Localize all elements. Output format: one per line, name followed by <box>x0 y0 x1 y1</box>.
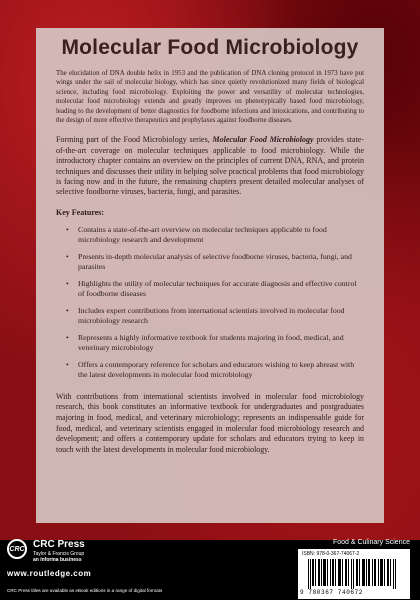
feature-item: • Contains a state-of-the-art overview on molecular techniques applicable to food microbiology research and development <box>70 225 364 245</box>
series-paragraph <box>56 135 364 197</box>
book-title: Molecular Food Microbiology <box>61 36 359 59</box>
intro-paragraph: The elucidation of DNA double helix in 1953 and the publication of DNA cloning protocol in 1973 have put wings under the sail of molecular biology, which has since quietly revolutionized many fields of biological science, including food microbiology. Exploiting the power and versatility of molecular technologies, molecular food microbiology extends and greatly improves on phenotypically based food microbiology, leading to the development of better diagnostics for foodborne infections and intoxications, and contributing to the design of more effective therapeutics and prophylaxes against foodborne diseases. <box>56 70 364 125</box>
ebook-note: CRC Press titles are available as eBook editions in a range of digital formats <box>7 588 163 593</box>
publisher-group: Taylor & Francis Group <box>33 551 85 557</box>
publisher-name: CRC Press <box>33 539 85 550</box>
feature-item: • Highlights the utility of molecular techniques for accurate diagnosis and effective control of foodborne diseases <box>70 279 364 299</box>
series-book-title: Molecular Food Microbiology <box>212 135 314 145</box>
feature-item: • Includes expert contributions from international scientists involved in molecular food microbiology research <box>70 306 364 326</box>
series-text-before: Forming part of the Food Microbiology series, <box>56 135 213 145</box>
feature-item: • Presents in-depth molecular analysis of selective foodborne viruses, bacteria, fungi, and parasites <box>70 252 364 272</box>
closing-paragraph: With contributions from international scientists involved in molecular food microbiology research, this book constitutes an informative textbook for undergraduates and postgraduates majoring in food, medical, and veterinary microbiology; represents an indispensable guide for food, medical, and veterinary scientists engaged in molecular food microbiology research and development; and offers a contemporary update for scholars and educators trying to keep in touch with the latest developments in molecular food microbiology. <box>56 391 364 454</box>
publisher-url[interactable]: www.routledge.com <box>7 569 92 578</box>
key-features-list <box>56 225 364 380</box>
feature-item: • Offers a contemporary reference for scholars and educators wishing to keep abreast with the latest developments in molecular food microbiology <box>70 360 364 380</box>
isbn-label: ISBN: 978-0-367-74067-2 <box>302 551 360 557</box>
feature-item: • Represents a highly informative textbook for students majoring in food, medical, and veterinary microbiology <box>70 333 364 353</box>
back-cover-text-panel <box>36 28 384 523</box>
series-text-after: provides state-of-the-art coverage on molecular techniques applicable to food microbiology. While the introductory chapter contains an overview on the principles of current DNA, RNA, and protein techniques and discusses their utility in helping solve practical problems that food microbiology is facing now and in the future, the remaining chapters present detailed molecular analyses of selective foodborne viruses, bacteria, fungi, and parasites. <box>56 135 365 197</box>
publisher-footer <box>0 540 420 600</box>
crc-logo-icon: CRC <box>7 539 27 559</box>
barcode-icon <box>308 559 400 589</box>
publisher-business: an informa business <box>33 557 82 563</box>
barcode-box <box>298 549 410 599</box>
subject-category: Food & Culinary Science <box>332 539 410 546</box>
key-features-heading: Key Features: <box>56 207 105 217</box>
barcode-digits: 9 780367 740672 <box>300 589 364 596</box>
